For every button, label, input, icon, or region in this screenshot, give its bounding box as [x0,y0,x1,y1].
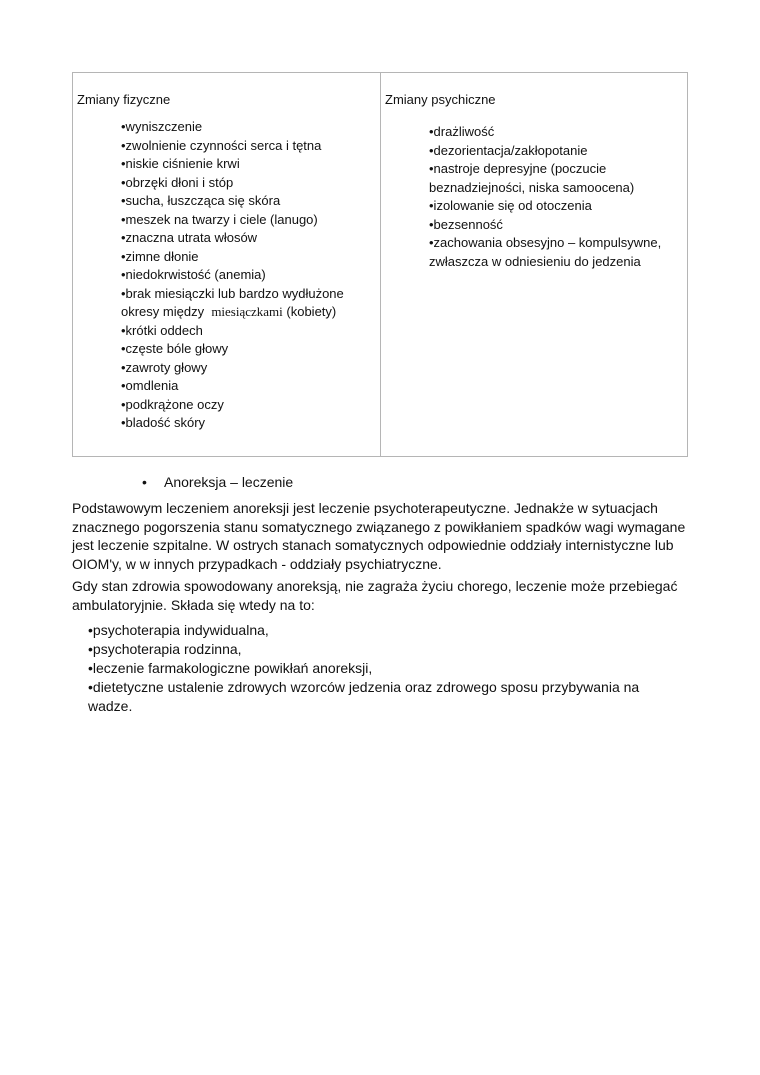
paragraph-ambulatory: Gdy stan zdrowia spowodowany anoreksją, nie zagraża życiu chorego, leczenie może przebiegać ambulatoryjnie. Składa się wtedy na to: [72,578,678,613]
list-item: •niskie ciśnienie krwi [121,156,240,171]
list-item-amenorrhea [121,285,371,322]
list-item: •krótki oddech [121,322,203,338]
list-item: •zawroty głowy [121,359,208,375]
paragraph-treatment-intro: Podstawowym leczeniem anoreksji jest leczenie psychoterapeutyczne. Jednakże w sytuacjach znacznego pogorszenia stanu somatycznego związanego z powikłaniem spadków wagi wymagane jest leczenie szpitalne. W ostrych stanach somatycznych odpowiednie oddziały internistyczne lub OIOM'y, w w innych przypadkach - oddziały psychiatryczne. [72,500,686,572]
list-item: •częste bóle głowy [121,341,229,356]
amenorrhea-text: •brak miesiączki lub bardzo wydłużone okresy między [121,285,344,319]
list-item: •wyniszczenie [121,119,203,134]
list-item: •meszek na twarzy i ciele (lanugo) [121,211,318,227]
psychological-changes-title: Zmiany psychiczne [385,92,496,107]
treatment-list [88,621,678,716]
list-item: •psychoterapia indywidualna, [88,622,269,638]
list-item: •drażliwość [429,124,495,139]
psychological-changes-list [429,123,679,271]
list-item: •izolowanie się od otoczenia [429,198,592,213]
list-item: •leczenie farmakologiczne powikłań anoreksji, [88,660,373,676]
list-item: •psychoterapia rodzinna, [88,641,242,657]
physical-changes-title: Zmiany fizyczne [77,92,171,107]
physical-changes-list [121,118,371,433]
list-item: •sucha, łuszcząca się skóra [121,193,281,208]
serif-word: miesiączkami [211,304,283,319]
list-item: •podkrążone oczy [121,396,224,412]
bullet-icon: • [142,474,147,490]
list-item: •bezsenność [429,216,503,232]
list-item: •zwolnienie czynności serca i tętna [121,137,322,153]
list-item: •nastroje depresyjne (poczucie beznadziejności, niska samoocena) [429,161,635,195]
physical-changes-column [73,73,381,456]
list-item: •zachowania obsesyjno – kompulsywne, zwłaszcza w odniesieniu do jedzenia [429,235,662,269]
section-heading-text: Anoreksja – leczenie [164,474,294,490]
list-item: •omdlenia [121,378,179,393]
symptoms-table [72,72,688,457]
list-item: •niedokrwistość (anemia) [121,267,266,282]
list-item: •obrzęki dłoni i stóp [121,174,234,190]
psychological-changes-column [381,73,687,456]
amenorrhea-tail: (kobiety) [282,304,337,319]
list-item: •znaczna utrata włosów [121,230,258,245]
list-item: •dezorientacja/zakłopotanie [429,142,588,158]
list-item: •zimne dłonie [121,248,199,264]
list-item: •bladość skóry [121,415,206,430]
list-item: •dietetyczne ustalenie zdrowych wzorców jedzenia oraz zdrowego sposu przybywania na wadze. [88,679,640,714]
